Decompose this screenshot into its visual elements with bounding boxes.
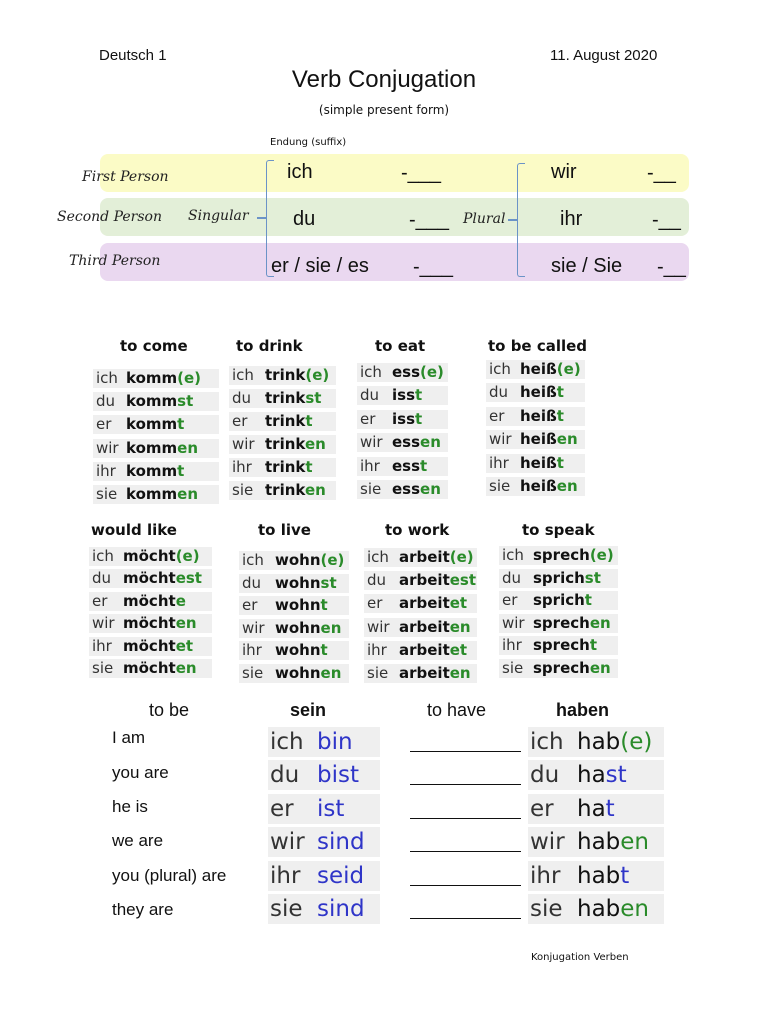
verb-heading: to come (120, 337, 188, 355)
verb-stem: möcht (123, 636, 176, 655)
conjugation-pronoun: du (502, 568, 522, 587)
to-be-label: to be (149, 700, 190, 720)
verb-ending: st (305, 389, 322, 407)
haben-pronoun: sie (530, 896, 563, 922)
plural-bracket-tick (508, 219, 517, 221)
conjugation-row (486, 477, 585, 496)
verb-ending: t (415, 386, 423, 405)
conjugation-pronoun: wir (489, 430, 512, 449)
conjugation-row (239, 619, 349, 638)
conjugation-row (229, 458, 336, 477)
conjugation-pronoun: er (502, 591, 518, 610)
conjugation-pronoun: er (360, 409, 376, 428)
conjugation-row (499, 546, 618, 565)
verb-ending: t (320, 641, 328, 660)
verb-ending: t (584, 591, 592, 610)
verb-heading: to work (385, 521, 450, 539)
answer-blank[interactable] (410, 818, 521, 819)
english-phrase: you (plural) are (112, 866, 227, 885)
verb-ending: (e) (177, 369, 202, 387)
conjugation-pronoun: ihr (502, 636, 522, 655)
english-phrase: he is (112, 797, 148, 816)
conjugation-row (229, 435, 336, 454)
conjugation-pronoun: er (489, 406, 505, 425)
verb-ending: en (556, 430, 578, 449)
verb-ending: et (449, 640, 468, 659)
conjugation-pronoun: ihr (360, 456, 380, 475)
conjugation-row (364, 664, 477, 683)
verb-heading: to drink (236, 337, 303, 355)
verb-ending: en (589, 613, 611, 632)
verb-ending: est (175, 569, 202, 588)
verb-ending: (e) (305, 366, 330, 384)
verb-ending: (e) (589, 546, 614, 564)
conjugation-row (239, 551, 349, 570)
conjugation-pronoun: er (92, 591, 108, 610)
sein-pronoun: er (270, 796, 294, 822)
conjugation-pronoun: sie (502, 659, 524, 677)
conjugation-row (229, 389, 336, 408)
verb-stem: sprich (533, 591, 585, 610)
conjugation-row (486, 430, 585, 449)
conjugation-row (364, 571, 477, 590)
conjugation-row (357, 457, 448, 476)
singular-bracket-tick (257, 217, 266, 219)
verb-ending: t (177, 461, 185, 480)
conjugation-pronoun: ich (367, 548, 389, 566)
sein-row (268, 727, 380, 757)
sein-pronoun: ich (270, 729, 304, 755)
conjugation-pronoun: ich (502, 546, 524, 564)
verb-stem: sprech (533, 659, 590, 677)
verb-stem: arbeit (399, 571, 450, 590)
verb-stem: sprech (533, 636, 590, 655)
verb-stem: wohn (275, 618, 321, 637)
verb-ending: st (177, 392, 194, 411)
verb-stem: trink (265, 389, 306, 407)
verb-ending: st (320, 573, 337, 592)
conjugation-row (499, 636, 618, 655)
sein-form: sind (317, 829, 365, 855)
sein-pronoun: sie (270, 896, 303, 922)
english-phrase: you are (112, 763, 169, 782)
verb-ending: en (556, 477, 578, 495)
haben-row (528, 760, 664, 790)
verb-stem: möcht (123, 569, 176, 588)
conjugation-pronoun: wir (92, 614, 115, 633)
conjugation-pronoun: sie (489, 477, 511, 495)
conjugation-pronoun: ich (242, 551, 264, 569)
sein-form: bist (317, 762, 359, 788)
suffix-ich: -___ (401, 162, 442, 184)
conjugation-pronoun: ich (232, 366, 254, 384)
haben-ending: en (620, 829, 650, 855)
endung-label: Endung (suffix) (270, 137, 347, 148)
verb-stem: trink (265, 481, 305, 499)
first-person-band (100, 154, 689, 192)
verb-ending: en (175, 659, 197, 677)
conjugation-pronoun: ihr (367, 640, 387, 659)
verb-stem: heiß (520, 477, 557, 495)
conjugation-row (357, 480, 448, 499)
verb-stem: trink (265, 435, 305, 453)
conjugation-pronoun: er (232, 412, 248, 430)
conjugation-row (89, 614, 212, 633)
haben-ending: t (605, 796, 615, 822)
sein-pronoun: wir (270, 829, 305, 855)
verb-stem: arbeit (399, 664, 450, 682)
answer-blank[interactable] (410, 851, 521, 852)
conjugation-row (499, 591, 618, 610)
suffix-ihr: -__ (652, 209, 681, 231)
answer-blank[interactable] (410, 751, 521, 752)
conjugation-pronoun: wir (96, 438, 119, 457)
verb-ending: en (320, 664, 342, 682)
verb-stem: wohn (275, 551, 321, 569)
conjugation-pronoun: wir (242, 618, 265, 637)
verb-stem: komm (126, 461, 178, 480)
second-person-label: Second Person (57, 209, 162, 225)
conjugation-pronoun: er (367, 594, 383, 613)
haben-row (528, 894, 664, 924)
suffix-sie: -__ (657, 256, 686, 278)
answer-blank[interactable] (410, 784, 521, 785)
suffix-wir: -__ (647, 162, 676, 184)
haben-row (528, 861, 664, 891)
conjugation-row (486, 454, 585, 473)
verb-ending: (e) (556, 360, 581, 378)
conjugation-row (89, 592, 212, 611)
plural-bracket (517, 163, 525, 277)
verb-ending: t (305, 412, 313, 430)
verb-ending: t (556, 406, 564, 425)
verb-stem: komm (126, 392, 178, 411)
conjugation-pronoun: ihr (92, 636, 112, 655)
verb-ending: t (589, 636, 597, 655)
verb-ending: en (320, 618, 342, 637)
first-person-label: First Person (82, 169, 169, 185)
verb-ending: en (177, 438, 198, 457)
verb-stem: ess (392, 456, 421, 475)
verb-stem: komm (126, 438, 178, 457)
verb-stem: möcht (123, 659, 176, 677)
verb-ending: en (304, 435, 326, 453)
conjugation-pronoun: sie (242, 664, 264, 682)
conjugation-pronoun: ihr (489, 453, 509, 472)
haben-ending: (e) (620, 729, 653, 755)
conjugation-row (229, 481, 336, 500)
verb-ending: t (556, 453, 564, 472)
haben-pronoun: wir (530, 829, 565, 855)
verb-stem: sprich (533, 568, 585, 587)
pronoun-sie-Sie: sie / Sie (551, 255, 623, 277)
conjugation-row (239, 574, 349, 593)
conjugation-pronoun: sie (360, 480, 382, 498)
verb-ending: t (177, 415, 185, 434)
verb-stem: iss (392, 409, 415, 428)
conjugation-pronoun: wir (360, 433, 383, 452)
verb-stem: arbeit (399, 594, 450, 613)
conjugation-pronoun: sie (92, 659, 114, 677)
conjugation-pronoun: du (489, 383, 509, 402)
conjugation-pronoun: wir (502, 613, 525, 632)
conjugation-row (357, 410, 448, 429)
verb-ending: en (449, 617, 471, 636)
haben-pronoun: ihr (530, 863, 561, 889)
answer-blank[interactable] (410, 885, 521, 886)
verb-stem: trink (265, 412, 306, 430)
suffix-du: -___ (409, 209, 450, 231)
conjugation-pronoun: ihr (242, 641, 262, 660)
conjugation-row (89, 569, 212, 588)
haben-ending: st (605, 762, 627, 788)
conjugation-pronoun: du (360, 386, 380, 405)
conjugation-row (499, 614, 618, 633)
verb-stem: wohn (275, 641, 321, 660)
conjugation-row (239, 641, 349, 660)
verb-ending: et (449, 594, 468, 613)
conjugation-row (89, 547, 212, 566)
pronoun-ihr: ihr (560, 208, 583, 230)
verb-ending: en (175, 614, 197, 633)
verb-stem: wohn (275, 664, 321, 682)
conjugation-row (499, 659, 618, 678)
verb-ending: en (420, 480, 441, 498)
haben-row (528, 727, 664, 757)
to-have-label: to have (427, 700, 487, 720)
verb-ending: en (304, 481, 326, 499)
verb-stem: ess (392, 433, 421, 452)
verb-ending: e (175, 591, 186, 610)
pronoun-ich: ich (287, 161, 313, 183)
verb-ending: et (175, 636, 194, 655)
conjugation-pronoun: ich (489, 360, 511, 378)
sein-form: seid (317, 863, 365, 889)
sein-row (268, 894, 380, 924)
conjugation-pronoun: sie (96, 485, 118, 503)
conjugation-row (93, 392, 219, 411)
verb-stem: sprech (533, 546, 590, 564)
answer-blank[interactable] (410, 918, 521, 919)
sein-row (268, 794, 380, 824)
conjugation-pronoun: du (92, 569, 112, 588)
verb-stem: komm (126, 485, 178, 503)
haben-pronoun: ich (530, 729, 564, 755)
conjugation-row (93, 369, 219, 388)
conjugation-row (486, 383, 585, 402)
haben-stem: ha (577, 762, 606, 788)
haben-stem: hab (577, 863, 621, 889)
verb-stem: heiß (520, 430, 557, 449)
conjugation-pronoun: du (96, 392, 116, 411)
suffix-er: -___ (413, 256, 454, 278)
haben-ending: t (620, 863, 630, 889)
sein-row (268, 861, 380, 891)
verb-heading: to speak (522, 521, 595, 539)
verb-stem: ess (392, 363, 421, 381)
conjugation-row (499, 569, 618, 588)
conjugation-row (229, 412, 336, 431)
verb-ending: (e) (175, 547, 200, 565)
verb-stem: heiß (520, 360, 557, 378)
verb-stem: arbeit (399, 640, 450, 659)
conjugation-pronoun: du (367, 571, 387, 590)
verb-ending: en (589, 659, 611, 677)
verb-stem: wohn (275, 596, 321, 615)
verb-stem: trink (265, 366, 306, 384)
verb-stem: komm (126, 369, 178, 387)
conjugation-row (239, 596, 349, 615)
conjugation-row (93, 485, 219, 504)
conjugation-row (229, 366, 336, 385)
sein-form: bin (317, 729, 353, 755)
verb-stem: trink (265, 458, 306, 476)
verb-stem: möcht (123, 614, 176, 633)
conjugation-row (89, 637, 212, 656)
conjugation-pronoun: sie (232, 481, 254, 499)
verb-stem: heiß (520, 383, 557, 402)
conjugation-pronoun: sie (367, 664, 389, 682)
sein-pronoun: du (270, 762, 300, 788)
verb-heading: to eat (375, 337, 426, 355)
verb-stem: heiß (520, 453, 557, 472)
haben-row (528, 827, 664, 857)
haben-label: haben (556, 700, 610, 720)
verb-stem: heiß (520, 406, 557, 425)
verb-ending: st (584, 568, 601, 587)
english-phrase: they are (112, 900, 174, 919)
conjugation-row (357, 363, 448, 382)
haben-stem: hab (577, 829, 621, 855)
verb-ending: t (420, 456, 428, 475)
page-title: Verb Conjugation (291, 66, 477, 93)
conjugation-pronoun: ihr (232, 458, 252, 476)
conjugation-row (93, 439, 219, 458)
sein-row (268, 827, 380, 857)
conjugation-row (364, 594, 477, 613)
verb-ending: en (177, 485, 198, 503)
verb-stem: möcht (123, 547, 176, 565)
conjugation-row (239, 664, 349, 683)
verb-stem: arbeit (399, 617, 450, 636)
haben-pronoun: er (530, 796, 554, 822)
verb-stem: ess (392, 480, 421, 498)
page-subtitle: (simple present form) (318, 103, 450, 117)
conjugation-pronoun: wir (232, 435, 255, 453)
sein-row (268, 760, 380, 790)
verb-heading: to be called (488, 337, 588, 355)
verb-ending: t (415, 409, 423, 428)
conjugation-row (93, 415, 219, 434)
verb-heading: to live (258, 521, 311, 539)
pronoun-er-sie-es: er / sie / es (271, 255, 369, 277)
verb-stem: arbeit (399, 548, 450, 566)
haben-stem: hab (577, 896, 621, 922)
haben-stem: ha (577, 796, 606, 822)
plural-label: Plural (463, 211, 506, 227)
conjugation-pronoun: ich (360, 363, 382, 381)
verb-ending: en (449, 664, 471, 682)
date: 11. August 2020 (550, 47, 658, 64)
conjugation-row (93, 462, 219, 481)
conjugation-pronoun: er (96, 415, 112, 434)
verb-ending: (e) (320, 551, 345, 569)
haben-row (528, 794, 664, 824)
verb-ending: (e) (420, 363, 444, 381)
conjugation-row (364, 618, 477, 637)
verb-ending: en (420, 433, 441, 452)
verb-ending: (e) (449, 548, 474, 566)
verb-heading: would like (91, 521, 177, 539)
conjugation-row (357, 433, 448, 452)
conjugation-pronoun: ich (92, 547, 114, 565)
third-person-label: Third Person (69, 253, 161, 269)
conjugation-pronoun: ich (96, 369, 118, 387)
conjugation-pronoun: er (242, 596, 258, 615)
conjugation-pronoun: ihr (96, 461, 116, 480)
singular-label: Singular (188, 208, 249, 224)
conjugation-pronoun: du (232, 389, 252, 407)
conjugation-row (486, 360, 585, 379)
verb-stem: komm (126, 415, 178, 434)
verb-ending: t (305, 458, 313, 476)
pronoun-du: du (293, 208, 316, 230)
verb-stem: möcht (123, 591, 176, 610)
conjugation-row (357, 386, 448, 405)
verb-stem: wohn (275, 573, 321, 592)
haben-ending: en (620, 896, 650, 922)
course-name: Deutsch 1 (99, 47, 167, 64)
haben-pronoun: du (530, 762, 560, 788)
conjugation-row (486, 407, 585, 426)
sein-label: sein (290, 700, 327, 720)
english-phrase: I am (112, 728, 146, 747)
pronoun-wir: wir (551, 161, 577, 183)
english-phrase: we are (112, 831, 164, 850)
verb-ending: t (320, 596, 328, 615)
conjugation-pronoun: wir (367, 617, 390, 636)
sein-form: sind (317, 896, 365, 922)
conjugation-row (364, 548, 477, 567)
verb-ending: t (556, 383, 564, 402)
conjugation-pronoun: du (242, 573, 262, 592)
verb-stem: sprech (533, 613, 590, 632)
conjugation-row (364, 641, 477, 660)
verb-stem: iss (392, 386, 415, 405)
sein-pronoun: ihr (270, 863, 301, 889)
footer-note: Konjugation Verben (531, 952, 629, 963)
conjugation-row (89, 659, 212, 678)
sein-form: ist (317, 796, 345, 822)
verb-ending: est (449, 571, 477, 590)
haben-stem: hab (577, 729, 621, 755)
